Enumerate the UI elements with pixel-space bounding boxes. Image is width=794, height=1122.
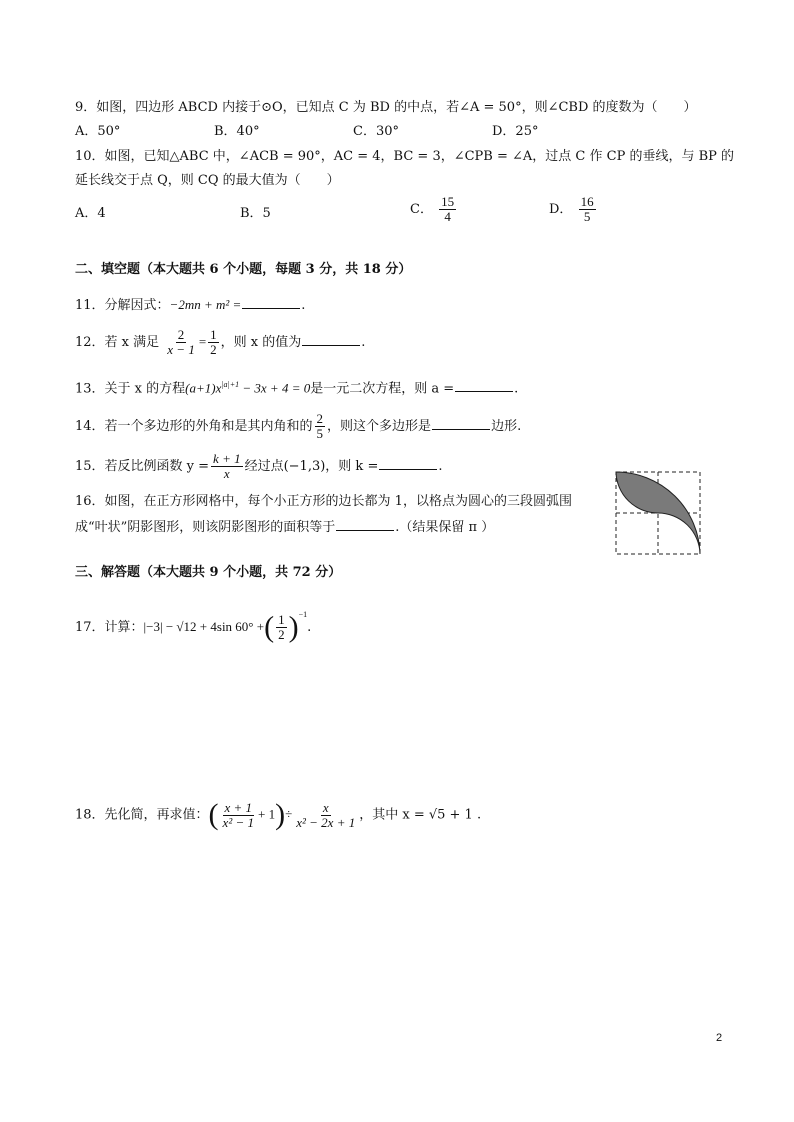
q14 [75,412,521,441]
q10-option-d [549,195,598,224]
left-paren: ( [264,610,275,644]
numerator: 1 [210,327,217,342]
denominator: x [223,466,230,481]
q16-stem-line2 [75,518,494,537]
q13-expression: (a+1)x [185,380,222,396]
q13 [75,376,518,398]
q10-option-d-label: D． [549,202,573,217]
denominator: 2 [278,627,285,642]
q15-end: . [438,459,443,474]
q10-option-b: B．5 [240,206,271,221]
q12-fraction-right [208,328,219,357]
q9-option-b: B．40° [214,124,260,139]
section-3-heading: 三、解答题（本大题共 9 个小题，共 72 分） [75,565,342,580]
q10-stem-line2: 延长线交于点 Q，则 CQ 的最大值为（ ） [75,173,340,188]
denominator: 2 [210,342,217,357]
q18-suffix: ，其中 x = √5 + 1 . [359,807,482,823]
q17-prefix: 17．计算： [75,620,144,635]
q14-end: 边形. [491,419,522,434]
q10-option-d-fraction [579,195,596,224]
q10-option-a: A．4 [75,206,106,221]
leaf-figure [614,470,704,562]
q12 [75,328,365,357]
q11-answer-blank[interactable] [242,296,300,309]
q10-option-c-fraction [439,195,456,224]
q16-answer-blank[interactable] [336,518,394,531]
q15-fraction [211,452,243,481]
numerator: 16 [580,194,594,209]
page-number: 2 [716,1032,723,1044]
leaf-shaded-region [616,472,700,554]
q12-fraction-left [165,328,197,357]
q13-end: . [514,381,519,397]
q9-option-d: D．25° [492,124,539,139]
q9-stem: 9．如图，四边形 ABCD 内接于⊙O，已知点 C 为 BD 的中点，若∠A = 50°，则∠CBD 的度数为（ ） [75,100,697,115]
q15-answer-blank[interactable] [379,457,437,470]
q18-divide-sign: ÷ [285,806,293,822]
q12-equals: = [198,334,207,349]
q9-option-c: C．30° [353,124,399,139]
q13-suffix: 是一元二次方程，则 a = [310,381,455,397]
q13-exponent: |a|+1 [221,380,240,389]
q17-fraction [276,613,287,642]
numerator: 1 [278,612,285,627]
q11-prefix: 11．分解因式： [75,298,170,313]
q18-fraction-right [294,801,357,830]
denominator: x − 1 [167,342,195,357]
numerator: x + 1 [224,799,253,815]
q14-answer-blank[interactable] [432,417,490,430]
denominator: 4 [444,209,451,224]
q16-line2-text: 成“叶状”阴影图形，则该阴影图形的面积等于 [75,520,336,535]
q9-option-a: A．50° [75,124,121,139]
numerator: 2 [316,411,324,426]
q15 [75,452,442,481]
leaf-figure-svg [614,470,704,558]
q16-end: .（结果保留 π ） [395,520,495,535]
q10-option-c [410,195,458,224]
q15-suffix: 经过点(−1,3)，则 k = [244,459,379,474]
q18 [75,800,481,830]
q15-prefix: 15．若反比例函数 y = [75,459,210,474]
q18-plus-one: + 1 [258,806,276,822]
right-paren: ) [275,798,286,831]
right-paren: ) [288,610,299,644]
q11-end: . [301,298,306,313]
q12-prefix: 12．若 x 满足 [75,335,160,350]
q14-prefix: 14．若一个多边形的外角和是其内角和的 [75,419,313,434]
q14-suffix: ，则这个多边形是 [327,419,432,434]
q11-expression: −2mn + m² = [169,297,242,312]
q12-answer-blank[interactable] [302,333,360,346]
section-2-heading: 二、填空题（本大题共 6 个小题，每题 3 分，共 18 分） [75,262,412,277]
denominator: x² − 1 [222,814,254,830]
numerator: 15 [441,194,455,209]
q10-stem-line1: 10．如图，已知△ABC 中，∠ACB = 90°，AC = 4，BC = 3，∠CPB = ∠A，过点 C 作 CP 的垂线，与 BP 的 [75,149,735,164]
q17 [75,606,311,643]
q11 [75,296,305,315]
q10-option-c-label: C． [410,202,433,217]
q18-prefix: 18．先化简，再求值： [75,807,209,823]
denominator: 5 [583,209,591,224]
numerator: x [322,799,329,815]
numerator: 2 [177,327,185,342]
q17-end: . [307,620,312,635]
left-paren: ( [208,798,219,831]
denominator: x² − 2x + 1 [296,814,356,830]
q14-fraction [315,412,326,441]
q17-expression: |−3| − √12 + 4sin 60° + [143,619,265,634]
q12-end: . [361,335,366,350]
q13-expression-rest: − 3x + 4 = 0 [239,380,311,396]
q13-answer-blank[interactable] [455,379,513,392]
q16-stem-line1: 16．如图，在正方形网格中，每个小正方形的边长都为 1，以格点为圆心的三段圆弧围 [75,494,572,509]
q12-suffix: ，则 x 的值为 [220,335,302,350]
q18-fraction-left [221,801,256,830]
numerator: k + 1 [213,451,241,466]
q13-prefix: 13．关于 x 的方程 [75,381,186,397]
q17-exponent: −1 [298,610,308,619]
denominator: 5 [316,426,324,441]
